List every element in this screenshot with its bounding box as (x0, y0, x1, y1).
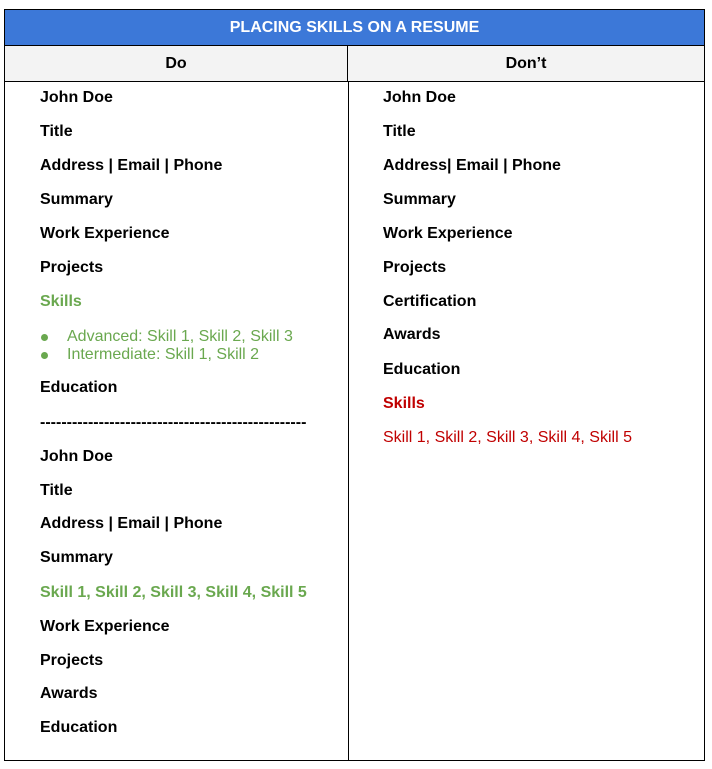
do-a-education: Education (40, 379, 118, 396)
do-a-skills-heading: Skills (40, 293, 82, 310)
dont-certification: Certification (383, 293, 477, 310)
bullet-text: Advanced: Skill 1, Skill 2, Skill 3 (67, 328, 293, 345)
do-b-projects: Projects (40, 652, 104, 669)
dont-column-header: Don’t (348, 46, 704, 82)
dont-summary: Summary (383, 191, 456, 208)
dont-name: John Doe (383, 89, 456, 106)
dont-contact: Address| Email | Phone (383, 157, 561, 174)
dont-skills-heading: Skills (383, 395, 425, 412)
column-divider (348, 82, 349, 760)
dont-skills-line: Skill 1, Skill 2, Skill 3, Skill 4, Skill 5 (383, 429, 632, 446)
bullet-icon (41, 352, 48, 359)
section-divider: -------------------------------------------------- (40, 414, 307, 431)
dont-education: Education (383, 361, 461, 378)
do-a-work: Work Experience (40, 225, 170, 242)
do-a-name: John Doe (40, 89, 113, 106)
do-b-name: John Doe (40, 448, 113, 465)
bullet-icon (41, 334, 48, 341)
do-b-awards: Awards (40, 685, 98, 702)
bullet-text: Intermediate: Skill 1, Skill 2 (67, 346, 260, 363)
do-a-title: Title (40, 123, 73, 140)
dont-title: Title (383, 123, 416, 140)
do-b-summary: Summary (40, 549, 113, 566)
dont-work: Work Experience (383, 225, 513, 242)
dont-projects: Projects (383, 259, 447, 276)
do-column-header: Do (5, 46, 348, 82)
table-title: PLACING SKILLS ON A RESUME (5, 10, 704, 46)
do-b-contact: Address | Email | Phone (40, 515, 223, 532)
do-a-summary: Summary (40, 191, 113, 208)
do-a-contact: Address | Email | Phone (40, 157, 223, 174)
do-b-skills-line: Skill 1, Skill 2, Skill 3, Skill 4, Skill 5 (40, 584, 307, 601)
dont-awards: Awards (383, 326, 441, 343)
do-b-work: Work Experience (40, 618, 170, 635)
do-b-title: Title (40, 482, 73, 499)
do-b-education: Education (40, 719, 118, 736)
do-a-projects: Projects (40, 259, 104, 276)
